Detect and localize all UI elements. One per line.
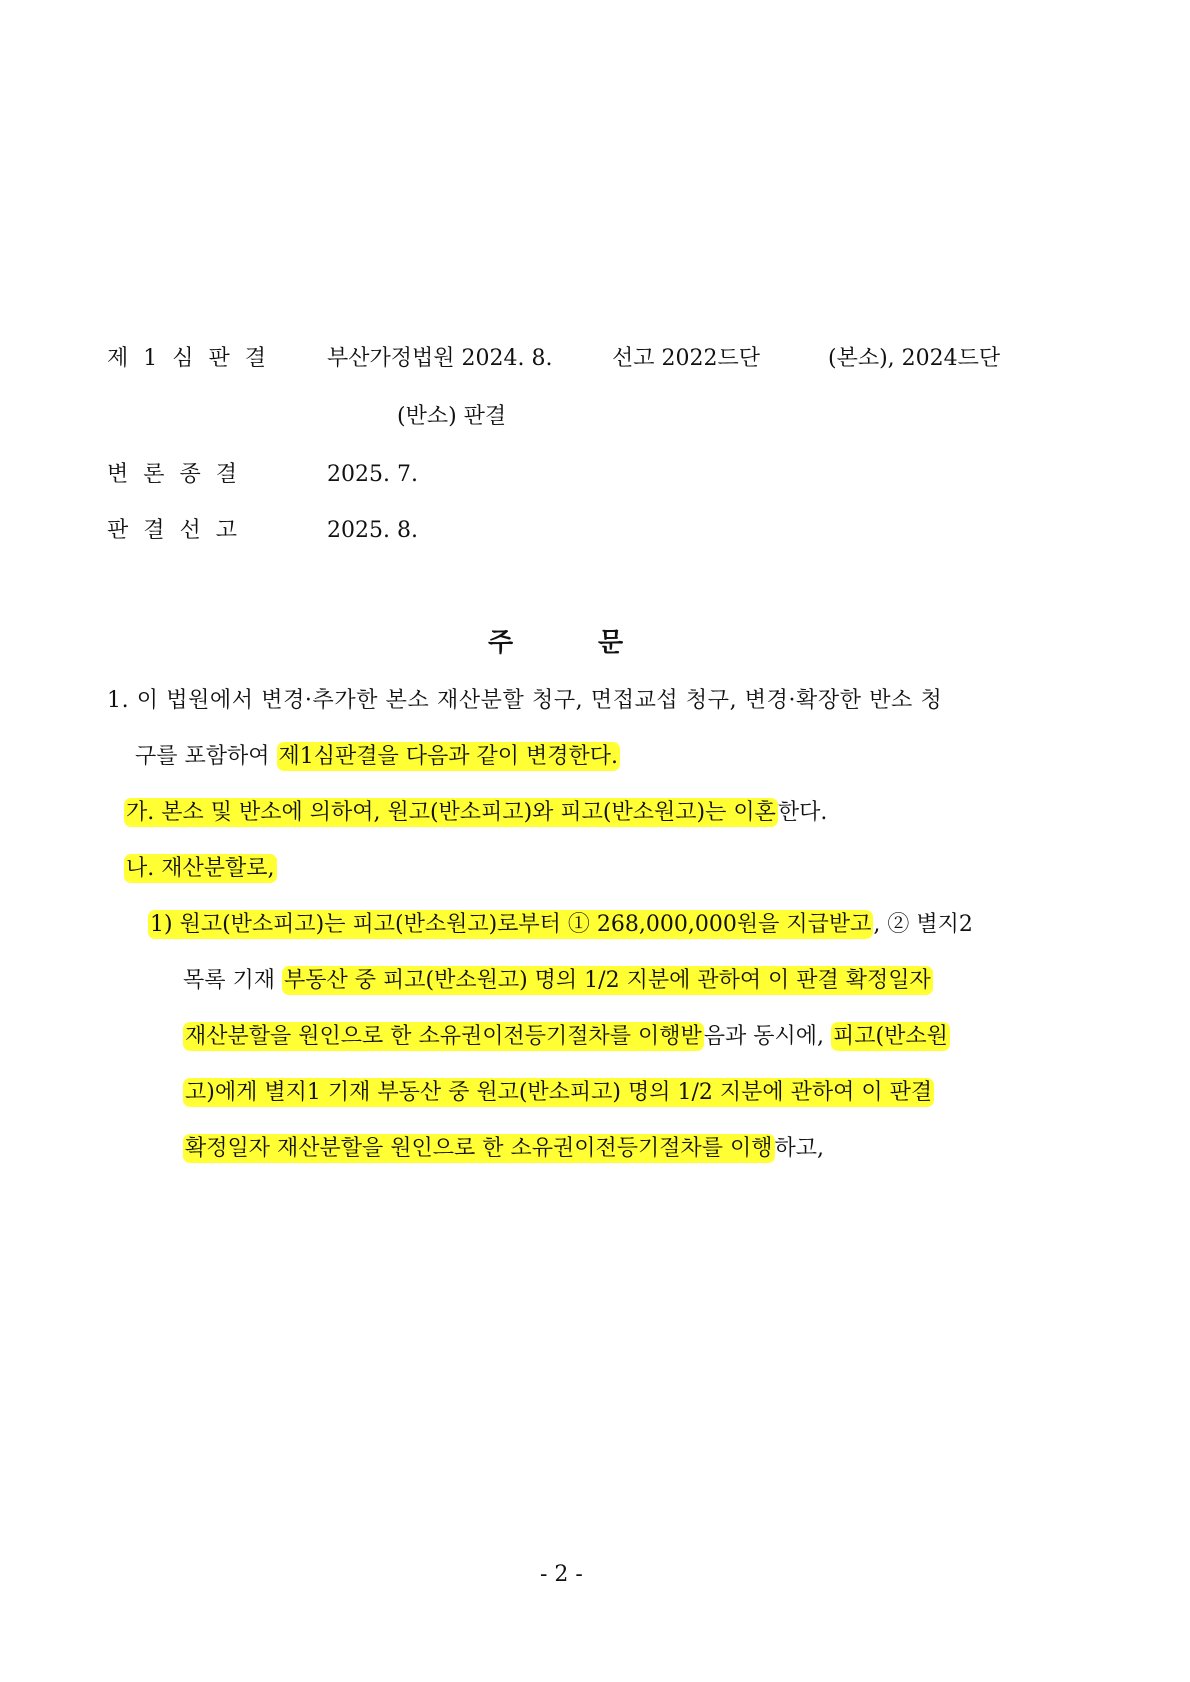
order-sub1-line5-highlight: 확정일자 재산분할을 원인으로 한 소유권이전등기절차를 이행 — [185, 1136, 773, 1161]
order-ga-plain: 한다. — [777, 800, 828, 825]
first-instance-main-case: (본소), 2024드단 — [828, 346, 1001, 371]
order-item1-line2 — [135, 740, 620, 774]
order-sub1-line2 — [183, 964, 933, 998]
order-item1-highlight: 제1심판결을 다음과 같이 변경한다. — [278, 744, 618, 769]
order-sub1-line5 — [183, 1132, 824, 1166]
order-title-left: 주 — [488, 628, 514, 658]
page-number: - 2 - — [540, 1562, 583, 1587]
closing-argument-date: 2025. 7. — [327, 462, 418, 487]
first-instance-label: 제 1 심 판 결 — [107, 346, 270, 371]
judgment-date-label: 판 결 선 고 — [107, 518, 241, 543]
first-instance-court-date: 부산가정법원 2024. 8. — [327, 346, 553, 371]
order-sub1-line4 — [183, 1076, 934, 1110]
order-na-highlight: 나. 재산분할로, — [126, 856, 275, 881]
order-sub1-line1-plain: , ② 별지2 — [873, 912, 973, 937]
order-sub1-line4-highlight: 고)에게 별지1 기재 부동산 중 원고(반소피고) 명의 1/2 지분에 관하여 이 판결 — [185, 1080, 933, 1105]
first-instance-counter-case: (반소) 판결 — [397, 404, 507, 429]
order-sub1-line5-plain: 하고, — [774, 1136, 825, 1161]
order-sub1-line3-plain: 음과 동시에, — [703, 1024, 832, 1049]
closing-argument-label: 변 론 종 결 — [107, 462, 241, 487]
order-item1-line2-plain: 구를 포함하여 — [135, 744, 277, 769]
order-ga-line — [124, 796, 827, 830]
order-sub1-line1-highlight: 1) 원고(반소피고)는 피고(반소원고)로부터 ① 268,000,000원을 지급받고 — [150, 912, 872, 937]
order-sub1-line2-highlight: 부동산 중 피고(반소원고) 명의 1/2 지분에 관하여 이 판결 확정일자 — [284, 968, 931, 993]
order-sub1-line1 — [148, 908, 973, 942]
order-sub1-line3 — [183, 1020, 950, 1054]
order-ga-highlight: 가. 본소 및 반소에 의하여, 원고(반소피고)와 피고(반소원고)는 이혼 — [126, 800, 776, 825]
first-instance-sentence: 선고 2022드단 — [612, 346, 760, 371]
order-sub1-line3-highlight-1: 재산분할을 원인으로 한 소유권이전등기절차를 이행받 — [185, 1024, 702, 1049]
order-title-right: 문 — [598, 628, 624, 658]
order-item1-line1: 1. 이 법원에서 변경·추가한 본소 재산분할 청구, 면접교섭 청구, 변경·확장한 반소 청 — [107, 688, 943, 713]
order-sub1-line3-highlight-2: 피고(반소원 — [833, 1024, 948, 1049]
judgment-date: 2025. 8. — [327, 518, 418, 543]
order-na-line — [124, 852, 277, 886]
order-sub1-line2-plain: 목록 기재 — [183, 968, 282, 993]
